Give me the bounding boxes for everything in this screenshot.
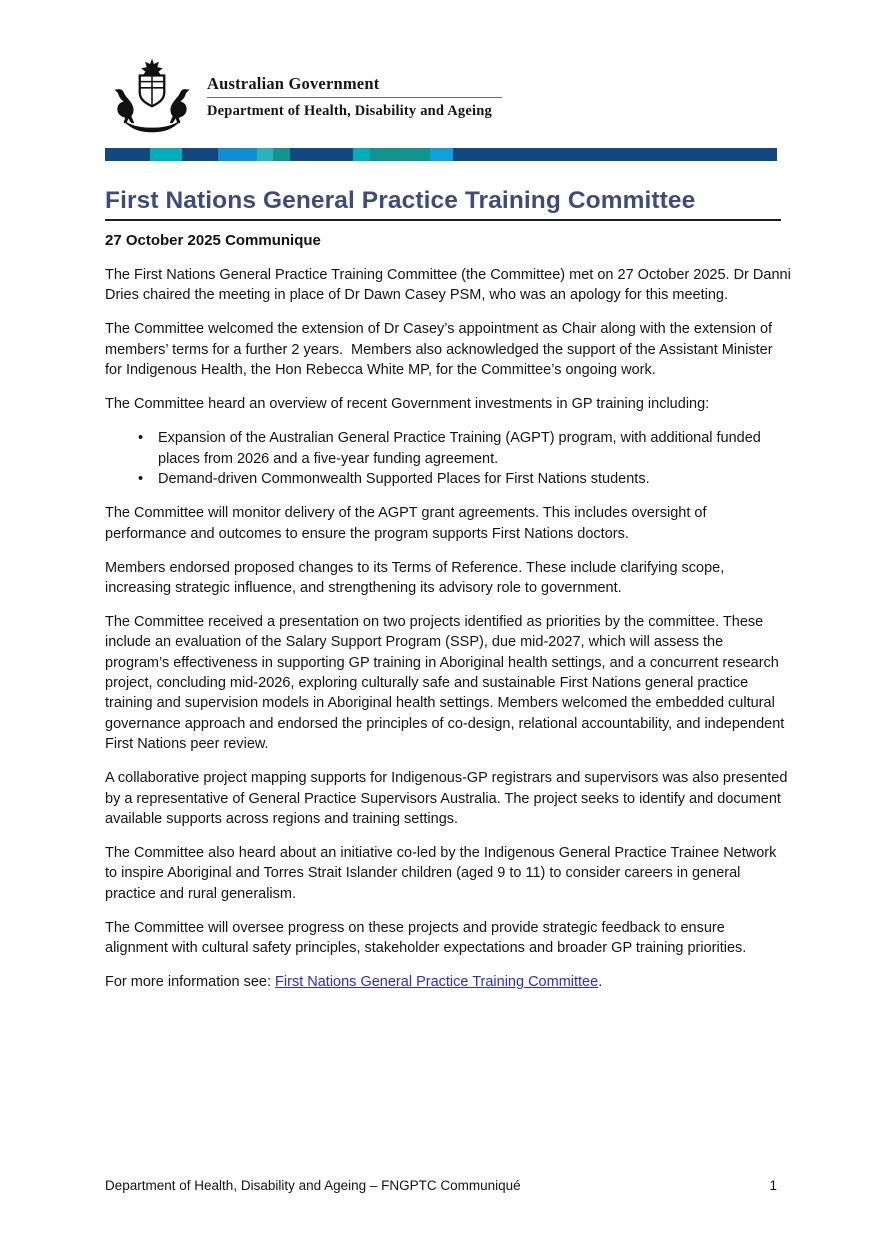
bar-segment (353, 148, 370, 161)
title-rule (105, 219, 781, 221)
paragraph: The First Nations General Practice Training Committee (the Committee) met on 27 October 2025. Dr Danni Dries chaired the meeting in place of Dr Dawn Casey PSM, who was an apology for this meeting. (105, 267, 791, 304)
bar-segment (218, 148, 257, 161)
department-name: Department of Health, Disability and Ageing (207, 103, 492, 119)
bar-segment (370, 148, 430, 161)
bar-segment (182, 148, 218, 161)
bar-segment (290, 148, 353, 161)
page-title: First Nations General Practice Training Committee (105, 187, 696, 214)
paragraph: A collaborative project mapping supports for Indigenous-GP registrars and supervisors was also presented by a representative of General Practice Supervisors Australia. The project seeks to identify and document available supports across regions and training settings. (105, 770, 788, 827)
paragraph: The Committee will monitor delivery of the AGPT grant agreements. This includes oversight of performance and outcomes to ensure the program supports First Nations doctors. (105, 505, 707, 542)
paragraph: The Committee welcomed the extension of Dr Casey’s appointment as Chair along with the extension of members’ terms for a further 2 years. Members also acknowledged the support of the Assistant Minister for Indigenous Health, the Hon Rebecca White MP, for the Committee’s ongoing work. (105, 321, 773, 379)
bar-segment (105, 148, 150, 161)
document-subtitle: 27 October 2025 Communique (105, 232, 321, 249)
kangaroo-icon (114, 89, 134, 123)
government-logo (106, 58, 502, 136)
emu-icon (170, 89, 190, 123)
paragraph: Members endorsed proposed changes to its Terms of Reference. These include clarifying scope, increasing strategic influence, and strengthening its advisory role to government. (105, 559, 725, 596)
page-number: 1 (769, 1178, 777, 1193)
coat-of-arms-icon (106, 58, 198, 136)
logo-divider (207, 97, 502, 98)
committee-link[interactable]: First Nations General Practice Training Committee (275, 973, 599, 990)
footer-text: Department of Health, Disability and Ageing – FNGPTC Communiqué (105, 1178, 521, 1193)
bar-segment (257, 148, 273, 161)
bar-segment (150, 148, 182, 161)
bullet-list (105, 428, 791, 490)
government-name: Australian Government (207, 74, 380, 93)
page-footer (105, 1178, 777, 1193)
government-logo-text (207, 58, 502, 119)
bar-segment (453, 148, 777, 161)
bar-segment (273, 148, 290, 161)
paragraph: The Committee will oversee progress on these projects and provide strategic feedback to ensure alignment with cultural safety principles, stakeholder expectations and broader GP training priorities. (105, 919, 747, 957)
document-content (105, 186, 791, 1006)
brand-color-bar (105, 148, 777, 161)
bullet-item: • Demand-driven Commonwealth Supported Places for First Nations students. (105, 469, 791, 490)
bullet-item: • Expansion of the Australian General Practice Training (AGPT) program, with additional funded places from 2026 and a five-year funding agreement. (105, 428, 791, 469)
paragraph: The Committee heard an overview of recent Government investments in GP training including: (105, 396, 710, 413)
paragraph: The Committee also heard about an initiative co-led by the Indigenous General Practice Trainee Network to inspire Aboriginal and Torres Strait Islander children (aged 9 to 11) to consider careers in general practice and rural generalism. (105, 844, 777, 902)
document-body (105, 265, 791, 992)
paragraph: For more information see: First Nations General Practice Training Committee. (105, 973, 603, 990)
bar-segment (430, 148, 453, 161)
paragraph: The Committee received a presentation on two projects identified as priorities by the committee. These include an evaluation of the Salary Support Program (SSP), due mid-2027, which will assess the program’s effectiveness in supporting GP training in Aboriginal health settings, and a concurrent research project, concluding mid-2026, exploring culturally safe and sustainable First Nations general practice training and supervision models in Aboriginal health settings. Members welcomed the embedded cultural governance approach and endorsed the principles of co-design, relational accountability, and independent First Nations peer review. (105, 613, 785, 753)
